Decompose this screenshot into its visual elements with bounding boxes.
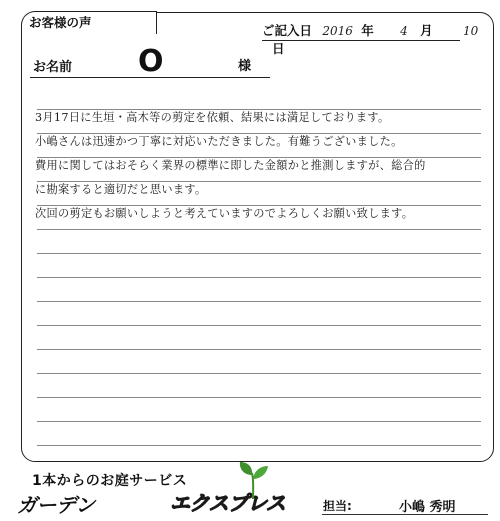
logo-text-garden: ガーデン bbox=[17, 493, 95, 517]
ruled-line bbox=[37, 397, 481, 398]
ruled-line bbox=[37, 349, 481, 350]
name-underline bbox=[30, 77, 270, 78]
comment-line: 3月17日に生垣・高木等の剪定を依頼、結果には満足しております。 bbox=[35, 111, 390, 124]
ruled-line bbox=[37, 421, 481, 422]
comment-line: に勘案すると適切だと思います。 bbox=[35, 183, 207, 196]
name-suffix: 様 bbox=[238, 59, 252, 74]
staff-label: 担当: bbox=[323, 499, 352, 513]
comment-line: 費用に関してはおそらく業界の標準に即した金額かと推測しますが、総合的 bbox=[35, 159, 426, 172]
ruled-line bbox=[37, 253, 481, 254]
ruled-line bbox=[37, 301, 481, 302]
ruled-line bbox=[37, 277, 481, 278]
ruled-line bbox=[37, 325, 481, 326]
staff-name: 小嶋 秀明 bbox=[399, 500, 456, 515]
month-unit: 月 bbox=[420, 23, 433, 38]
ruled-line bbox=[37, 229, 481, 230]
service-tagline: 1本からのお庭サービス bbox=[32, 473, 188, 489]
staff-underline bbox=[322, 514, 488, 515]
header-label: お客様の声 bbox=[29, 15, 92, 30]
logo-text-express: エクスプレス bbox=[170, 491, 286, 515]
comment-line: 小嶋さんは迅速かつ丁寧に対応いただきました。有難うございました。 bbox=[35, 135, 403, 148]
date-row bbox=[262, 21, 500, 57]
year-unit: 年 bbox=[361, 23, 374, 38]
date-underline bbox=[262, 40, 460, 41]
date-year: 2016 bbox=[322, 24, 353, 38]
sprout-icon bbox=[236, 459, 272, 499]
comment-line: 次回の剪定もお願いしようと考えていますのでよろしくお願い致します。 bbox=[35, 207, 414, 220]
day-unit: 日 bbox=[272, 41, 285, 56]
date-day: 10 bbox=[463, 24, 479, 38]
date-month: 4 bbox=[400, 24, 408, 38]
customer-name: O bbox=[138, 44, 164, 79]
name-label: お名前 bbox=[33, 60, 73, 75]
ruled-line bbox=[37, 373, 481, 374]
ruled-line bbox=[37, 445, 481, 446]
date-label: ご記入日 bbox=[262, 23, 313, 38]
